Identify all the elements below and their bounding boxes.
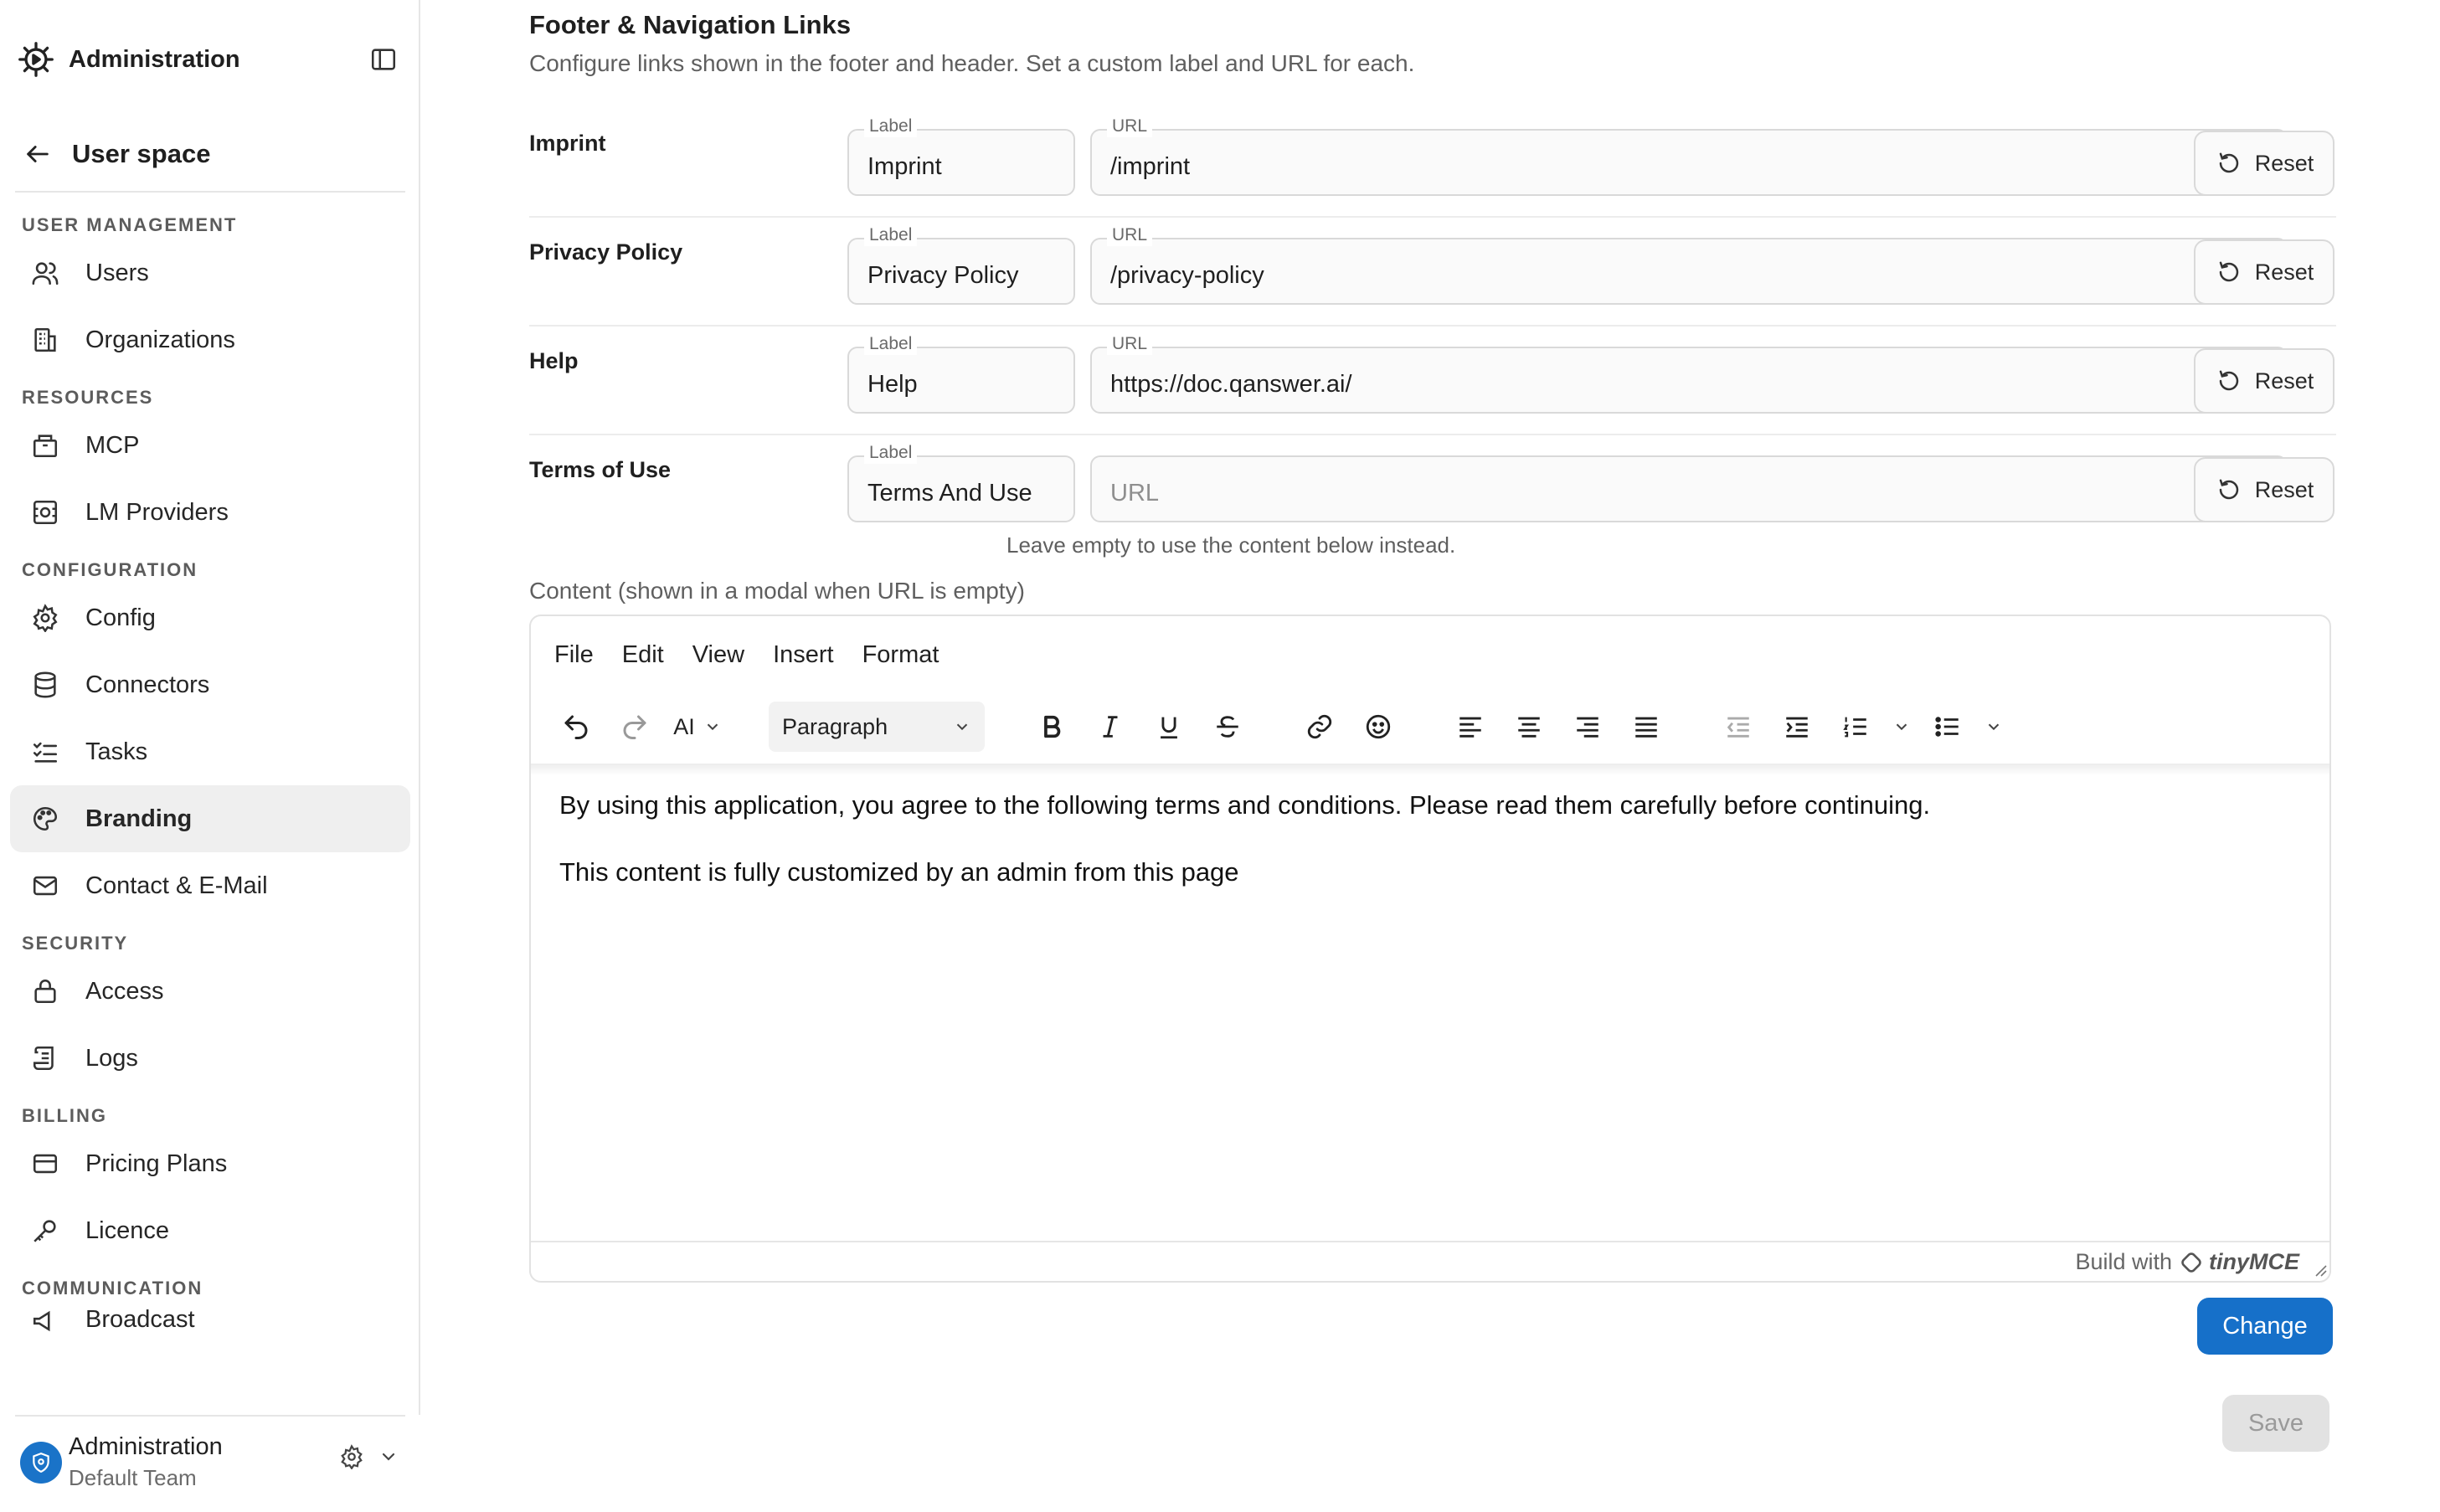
bullet-list-icon[interactable] (1923, 702, 1973, 752)
divider (529, 216, 2336, 218)
build-with-text: Build with (2075, 1249, 2172, 1274)
row-label: Help (529, 348, 579, 373)
chevron-down-icon (703, 717, 722, 736)
shield-badge-icon (20, 1442, 62, 1484)
reset-button[interactable] (2194, 239, 2334, 305)
ai-dropdown[interactable] (668, 702, 735, 752)
sidebar-item-label: Users (85, 259, 149, 286)
link-icon[interactable] (1295, 702, 1345, 752)
outdent-icon[interactable] (1713, 702, 1763, 752)
editor-menubar (554, 641, 967, 669)
field-caption: Label (864, 224, 917, 246)
label-input[interactable] (849, 348, 1073, 412)
sidebar-item-licence[interactable] (10, 1197, 410, 1264)
label-field[interactable] (847, 334, 1075, 414)
sidebar-item-organizations[interactable] (10, 306, 410, 373)
divider (15, 191, 405, 193)
sidebar-item-lm-providers[interactable] (10, 479, 410, 546)
editor-content[interactable] (559, 789, 2301, 923)
menu-view[interactable]: View (692, 641, 745, 668)
url-input[interactable] (1092, 457, 2286, 521)
numbered-list-icon[interactable] (1830, 702, 1881, 752)
tinymce-branding[interactable] (2075, 1249, 2299, 1275)
sidebar-item-label: Contact & E-Mail (85, 872, 268, 899)
reset-icon (2215, 367, 2243, 395)
url-field[interactable] (1090, 225, 2288, 305)
chip-icon (30, 497, 60, 527)
sidebar-item-access[interactable] (10, 958, 410, 1025)
reset-button[interactable] (2194, 457, 2334, 522)
sidebar-item-label: Pricing Plans (85, 1149, 228, 1177)
block-format-select[interactable] (769, 702, 985, 752)
row-label: Privacy Policy (529, 239, 683, 265)
sidebar-item-logs[interactable] (10, 1025, 410, 1092)
label-field[interactable] (847, 443, 1075, 522)
label-input[interactable] (849, 131, 1073, 194)
strikethrough-icon[interactable] (1202, 702, 1253, 752)
arrow-left-icon (23, 140, 52, 168)
sidebar-item-connectors[interactable] (10, 651, 410, 718)
divider (529, 434, 2336, 435)
chevron-down-icon[interactable] (1981, 702, 2006, 752)
sidebar-nav (0, 201, 420, 1336)
url-input[interactable] (1092, 131, 2286, 194)
reset-button[interactable] (2194, 348, 2334, 414)
sidebar-item-label: MCP (85, 431, 140, 459)
row-label: Terms of Use (529, 457, 672, 482)
divider (15, 1415, 405, 1417)
field-caption: URL (1107, 333, 1152, 355)
rich-text-editor (529, 615, 2331, 1283)
align-justify-icon[interactable] (1621, 702, 1671, 752)
field-caption: Label (864, 333, 917, 355)
section-billing: BILLING (22, 1105, 107, 1126)
link-row-help (529, 330, 2336, 439)
url-input[interactable] (1092, 348, 2286, 412)
reset-button[interactable] (2194, 131, 2334, 196)
resize-grip-icon[interactable] (2313, 1263, 2328, 1278)
label-input[interactable] (849, 457, 1073, 521)
sidebar-item-branding[interactable] (10, 785, 410, 852)
align-left-icon[interactable] (1445, 702, 1495, 752)
field-caption: URL (1107, 116, 1152, 137)
editor-toolbar (551, 697, 2309, 757)
menu-edit[interactable]: Edit (621, 641, 664, 668)
ai-label: AI (673, 713, 695, 739)
change-button[interactable]: Change (2197, 1298, 2333, 1355)
section-security: SECURITY (22, 933, 129, 954)
link-row-privacy-policy (529, 221, 2336, 330)
tinymce-brand: tinyMCE (2209, 1249, 2299, 1274)
reset-icon (2215, 476, 2243, 504)
indent-icon[interactable] (1772, 702, 1822, 752)
reset-label: Reset (2254, 368, 2314, 393)
emoji-icon[interactable] (1353, 702, 1403, 752)
sidebar-header (15, 35, 409, 84)
tinymce-logo-icon (2180, 1252, 2202, 1273)
editor-paragraph: By using this application, you agree to the following terms and conditions. Please read them carefully before continuing. (559, 790, 1931, 820)
divider (529, 325, 2336, 327)
sidebar-item-tasks[interactable] (10, 718, 410, 785)
gear-icon (30, 603, 60, 633)
url-field[interactable] (1090, 334, 2288, 414)
lock-icon (30, 976, 60, 1006)
building-icon (30, 325, 60, 355)
menu-insert[interactable]: Insert (773, 641, 834, 668)
section-configuration: CONFIGURATION (22, 559, 198, 580)
undo-icon[interactable] (551, 702, 601, 752)
palette-icon (30, 804, 60, 834)
sidebar-item-label: Organizations (85, 326, 235, 353)
sidebar-item-pricing-plans[interactable] (10, 1130, 410, 1197)
sidebar-item-label: Broadcast (85, 1306, 195, 1333)
label-field[interactable] (847, 225, 1075, 305)
back-label: User space (72, 139, 211, 168)
italic-icon[interactable] (1085, 702, 1135, 752)
users-icon (30, 258, 60, 288)
sidebar-item-label: Tasks (85, 738, 148, 765)
section-communication: COMMUNICATION (22, 1278, 203, 1299)
sidebar-title: Administration (69, 45, 240, 73)
credit-card-icon (30, 1149, 60, 1179)
sidebar-item-label: Branding (85, 805, 193, 832)
menu-file[interactable]: File (554, 641, 594, 668)
sidebar-item-label: Logs (85, 1044, 138, 1072)
megaphone-icon (30, 1306, 60, 1336)
reset-icon (2215, 149, 2243, 177)
checklist-icon (30, 737, 60, 767)
reset-label: Reset (2254, 476, 2314, 502)
sidebar-item-label: Config (85, 604, 156, 631)
section-resources: RESOURCES (22, 387, 154, 408)
toolbar-shadow (531, 764, 2331, 775)
sidebar-item-label: LM Providers (85, 498, 229, 526)
scroll-icon (30, 1043, 60, 1073)
mail-icon (30, 871, 60, 901)
save-button[interactable]: Save (2222, 1395, 2329, 1452)
account-name: Administration (69, 1433, 223, 1460)
redo-icon[interactable] (610, 702, 660, 752)
sidebar-item-broadcast[interactable] (10, 1303, 410, 1336)
key-icon (30, 1216, 60, 1246)
sidebar-toggle-icon[interactable] (367, 43, 400, 76)
align-center-icon[interactable] (1504, 702, 1554, 752)
sidebar (0, 0, 420, 1512)
align-right-icon[interactable] (1562, 702, 1613, 752)
back-to-user-space[interactable] (23, 131, 210, 177)
editor-paragraph: This content is fully customized by an admin from this page (559, 857, 1239, 887)
section-user-management: USER MANAGEMENT (22, 214, 238, 235)
package-icon (30, 430, 60, 460)
settings-gear-icon[interactable] (335, 1440, 368, 1473)
label-field[interactable] (847, 116, 1075, 196)
row-label: Imprint (529, 131, 606, 156)
url-hint: Leave empty to use the content below instead. (1006, 532, 1456, 558)
chevron-down-icon[interactable] (1889, 702, 1914, 752)
section-subtitle: Configure links shown in the footer and header. Set a custom label and URL for each. (529, 50, 1415, 76)
database-icon (30, 670, 60, 700)
link-row-imprint (529, 112, 2336, 221)
reset-icon (2215, 258, 2243, 286)
sidebar-item-label: Licence (85, 1216, 169, 1244)
reset-label: Reset (2254, 150, 2314, 176)
sidebar-item-label: Access (85, 977, 164, 1005)
sidebar-item-config[interactable] (10, 584, 410, 651)
bold-icon[interactable] (1027, 702, 1077, 752)
url-input[interactable] (1092, 239, 2286, 303)
underline-icon[interactable] (1144, 702, 1194, 752)
sidebar-item-label: Connectors (85, 671, 210, 698)
field-caption: Label (864, 442, 917, 464)
sidebar-footer[interactable] (0, 1415, 420, 1512)
field-caption: Label (864, 116, 917, 137)
editor-statusbar (531, 1241, 2331, 1283)
url-field[interactable] (1090, 116, 2288, 196)
url-field[interactable] (1090, 455, 2288, 522)
link-row-terms-of-use (529, 439, 2336, 548)
account-team: Default Team (69, 1465, 197, 1490)
content-label: Content (shown in a modal when URL is empty) (529, 578, 1025, 604)
section-title: Footer & Navigation Links (529, 10, 852, 39)
block-format-label: Paragraph (782, 713, 888, 739)
menu-format[interactable]: Format (862, 641, 939, 668)
chevron-down-icon[interactable] (375, 1443, 402, 1470)
sidebar-item-mcp[interactable] (10, 412, 410, 479)
sidebar-item-contact[interactable] (10, 852, 410, 919)
gear-logo-icon (15, 39, 57, 80)
main-content (422, 0, 2440, 1512)
field-caption: URL (1107, 224, 1152, 246)
reset-label: Reset (2254, 259, 2314, 285)
sidebar-item-users[interactable] (10, 239, 410, 306)
chevron-down-icon (953, 717, 971, 736)
label-input[interactable] (849, 239, 1073, 303)
